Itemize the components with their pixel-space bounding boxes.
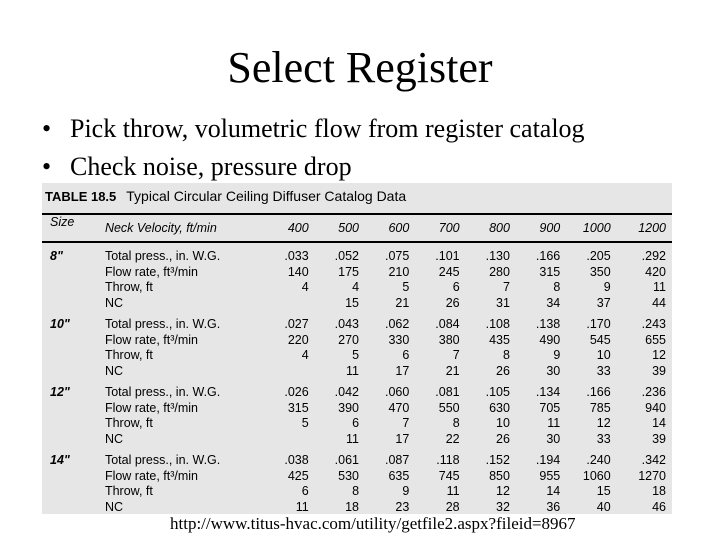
value-cell: 5 bbox=[402, 280, 410, 294]
value-cell: 955 bbox=[539, 468, 561, 483]
row-label: NC bbox=[104, 431, 123, 446]
value-cell: 850 bbox=[489, 468, 510, 483]
value-cell: 33 bbox=[596, 363, 611, 378]
value-cell: .062 bbox=[384, 317, 410, 331]
value-cell: 11 bbox=[547, 416, 561, 430]
value-cell: 420 bbox=[645, 264, 666, 279]
table-header-row bbox=[42, 214, 672, 242]
table-row bbox=[42, 379, 672, 401]
value-cell: .052 bbox=[334, 249, 360, 263]
value-cell: .292 bbox=[641, 249, 666, 263]
bullet-list bbox=[42, 110, 585, 186]
value-cell: .194 bbox=[535, 453, 561, 467]
value-cell: 5 bbox=[352, 348, 360, 362]
value-cell: 31 bbox=[496, 295, 510, 310]
value-cell: 10 bbox=[596, 348, 611, 362]
row-label: Throw, ft bbox=[104, 416, 153, 430]
value-cell: 10 bbox=[496, 416, 510, 430]
value-cell: 40 bbox=[596, 499, 611, 514]
row-label: Throw, ft bbox=[104, 280, 153, 294]
value-cell: .108 bbox=[485, 317, 510, 331]
table-caption-text: Typical Circular Ceiling Diffuser Catalog Data bbox=[126, 188, 407, 204]
value-cell: 9 bbox=[402, 484, 410, 498]
value-cell: .166 bbox=[535, 249, 561, 263]
value-cell: .042 bbox=[334, 385, 360, 399]
value-cell: .101 bbox=[435, 249, 460, 263]
table-row bbox=[42, 333, 672, 349]
bullet-text: Pick throw, volumetric flow from register catalog bbox=[70, 114, 585, 143]
bullet-dot: • bbox=[42, 114, 52, 143]
row-label: Flow rate, ft³/min bbox=[104, 468, 199, 483]
size-cell: 14" bbox=[50, 453, 70, 467]
value-cell: .152 bbox=[485, 453, 510, 467]
value-cell: 7 bbox=[452, 348, 460, 362]
value-cell bbox=[263, 364, 314, 380]
value-cell: .038 bbox=[284, 453, 309, 467]
value-cell: .060 bbox=[384, 385, 410, 399]
value-cell: 140 bbox=[287, 264, 309, 279]
value-cell: .130 bbox=[485, 249, 510, 263]
value-cell: 6 bbox=[402, 348, 410, 362]
neck-velocity-header: Neck Velocity, ft/min bbox=[105, 214, 264, 242]
table-row bbox=[42, 311, 672, 333]
value-cell: .134 bbox=[535, 385, 561, 399]
value-cell: 30 bbox=[546, 431, 561, 446]
table-row bbox=[42, 447, 672, 469]
value-cell: 8 bbox=[352, 484, 360, 498]
bullet-text: Check noise, pressure drop bbox=[70, 152, 352, 181]
value-cell: 26 bbox=[496, 431, 510, 446]
bullet-dot: • bbox=[42, 152, 52, 181]
value-cell bbox=[263, 296, 314, 312]
value-cell: 1060 bbox=[582, 468, 611, 483]
value-cell: 350 bbox=[589, 264, 611, 279]
velocity-header: 1000 bbox=[566, 214, 616, 242]
value-cell: .240 bbox=[586, 453, 611, 467]
value-cell: 11 bbox=[346, 363, 360, 378]
value-cell: 470 bbox=[388, 400, 410, 415]
value-cell: .118 bbox=[436, 453, 460, 467]
value-cell: 330 bbox=[388, 332, 410, 347]
velocity-header: 400 bbox=[263, 214, 314, 242]
value-cell: .105 bbox=[485, 385, 510, 399]
value-cell: .081 bbox=[435, 385, 460, 399]
value-cell: 785 bbox=[589, 400, 611, 415]
value-cell: 23 bbox=[395, 499, 410, 514]
value-cell: 390 bbox=[338, 400, 360, 415]
value-cell: .075 bbox=[384, 249, 410, 263]
value-cell: 44 bbox=[652, 295, 666, 310]
row-label: NC bbox=[104, 363, 123, 378]
value-cell: 245 bbox=[438, 264, 460, 279]
value-cell: 8 bbox=[553, 280, 561, 294]
value-cell: 39 bbox=[652, 431, 666, 446]
row-label: Flow rate, ft³/min bbox=[104, 400, 199, 415]
slide-title: Select Register bbox=[227, 43, 493, 92]
value-cell: .342 bbox=[641, 453, 666, 467]
value-cell: .243 bbox=[641, 317, 666, 331]
value-cell: 6 bbox=[352, 416, 360, 430]
value-cell: 6 bbox=[452, 280, 460, 294]
value-cell: .205 bbox=[586, 249, 611, 263]
value-cell: 425 bbox=[287, 468, 309, 483]
value-cell: .087 bbox=[384, 453, 410, 467]
velocity-header: 1200 bbox=[617, 214, 672, 242]
value-cell: 17 bbox=[395, 431, 410, 446]
value-cell: 8 bbox=[452, 416, 460, 430]
table-body bbox=[42, 242, 672, 517]
value-cell: 34 bbox=[546, 295, 561, 310]
value-cell: 32 bbox=[496, 499, 510, 514]
velocity-header: 500 bbox=[315, 214, 365, 242]
value-cell: 36 bbox=[546, 499, 561, 514]
value-cell bbox=[263, 432, 314, 448]
value-cell: 46 bbox=[652, 499, 666, 514]
value-cell: 550 bbox=[438, 400, 460, 415]
row-label: Throw, ft bbox=[104, 348, 153, 362]
value-cell: 175 bbox=[338, 264, 360, 279]
value-cell: 4 bbox=[352, 280, 360, 294]
value-cell: 435 bbox=[489, 332, 510, 347]
value-cell: 15 bbox=[345, 295, 360, 310]
value-cell: 315 bbox=[539, 264, 561, 279]
value-cell: 33 bbox=[596, 431, 611, 446]
row-label: Total press., in. W.G. bbox=[104, 453, 221, 467]
table-row bbox=[42, 364, 672, 380]
value-cell: 630 bbox=[489, 400, 510, 415]
value-cell: 11 bbox=[653, 280, 666, 294]
value-cell: 12 bbox=[496, 484, 510, 498]
value-cell: .043 bbox=[334, 317, 360, 331]
value-cell: 9 bbox=[603, 280, 611, 294]
value-cell: .027 bbox=[284, 317, 309, 331]
value-cell: 37 bbox=[596, 295, 611, 310]
table-row bbox=[42, 280, 672, 296]
value-cell: .061 bbox=[334, 453, 360, 467]
value-cell: .033 bbox=[284, 249, 309, 263]
value-cell: 210 bbox=[388, 264, 410, 279]
bullet-item bbox=[42, 110, 585, 148]
value-cell: .084 bbox=[435, 317, 460, 331]
value-cell: 7 bbox=[503, 280, 510, 294]
row-label: Total press., in. W.G. bbox=[104, 249, 221, 263]
value-cell: 26 bbox=[445, 295, 460, 310]
size-cell: 8" bbox=[50, 249, 63, 263]
size-header: Size bbox=[42, 214, 105, 242]
bullet-item bbox=[42, 148, 585, 186]
row-label: Throw, ft bbox=[104, 484, 153, 498]
value-cell: 280 bbox=[489, 264, 510, 279]
value-cell: 30 bbox=[546, 363, 561, 378]
value-cell: 4 bbox=[301, 348, 309, 362]
value-cell: 545 bbox=[589, 332, 611, 347]
value-cell: 635 bbox=[388, 468, 410, 483]
value-cell: .138 bbox=[535, 317, 561, 331]
value-cell: 39 bbox=[652, 363, 666, 378]
size-cell: 10" bbox=[50, 317, 70, 331]
table-number: TABLE 18.5 bbox=[45, 189, 117, 204]
velocity-header: 800 bbox=[466, 214, 516, 242]
value-cell: 5 bbox=[301, 416, 309, 430]
value-cell: 11 bbox=[295, 499, 309, 514]
velocity-header: 700 bbox=[415, 214, 465, 242]
value-cell: 15 bbox=[596, 484, 611, 498]
table-row bbox=[42, 432, 672, 448]
catalog-table-image bbox=[42, 183, 672, 514]
diffuser-data-table bbox=[42, 213, 672, 517]
value-cell: 4 bbox=[301, 280, 309, 294]
table-row bbox=[42, 242, 672, 265]
value-cell: .166 bbox=[586, 385, 611, 399]
value-cell: 18 bbox=[652, 484, 666, 498]
value-cell: 220 bbox=[287, 332, 309, 347]
table-row bbox=[42, 416, 672, 432]
table-row bbox=[42, 296, 672, 312]
table-row bbox=[42, 484, 672, 500]
value-cell: .026 bbox=[284, 385, 309, 399]
value-cell: 18 bbox=[345, 499, 360, 514]
value-cell: 17 bbox=[395, 363, 410, 378]
value-cell: 530 bbox=[338, 468, 360, 483]
value-cell: 8 bbox=[503, 348, 510, 362]
value-cell: 940 bbox=[645, 400, 666, 415]
row-label: Flow rate, ft³/min bbox=[104, 332, 199, 347]
value-cell: 14 bbox=[546, 484, 561, 498]
value-cell: 26 bbox=[496, 363, 510, 378]
row-label: NC bbox=[104, 295, 123, 310]
value-cell: 270 bbox=[338, 332, 360, 347]
row-label: NC bbox=[104, 499, 123, 514]
value-cell: .170 bbox=[586, 317, 611, 331]
value-cell: 21 bbox=[445, 363, 460, 378]
value-cell: 6 bbox=[301, 484, 309, 498]
value-cell: 12 bbox=[652, 348, 666, 362]
value-cell: 655 bbox=[645, 332, 666, 347]
value-cell: 745 bbox=[438, 468, 460, 483]
row-label: Total press., in. W.G. bbox=[104, 317, 221, 331]
velocity-header: 600 bbox=[365, 214, 415, 242]
source-url: http://www.titus-hvac.com/utility/getfile2.aspx?fileid=8967 bbox=[170, 514, 576, 533]
size-cell: 12" bbox=[50, 385, 70, 399]
value-cell: 21 bbox=[395, 295, 410, 310]
value-cell: .236 bbox=[641, 385, 666, 399]
table-row bbox=[42, 401, 672, 417]
value-cell: 315 bbox=[287, 400, 309, 415]
value-cell: 7 bbox=[402, 416, 410, 430]
value-cell: 28 bbox=[445, 499, 460, 514]
table-caption bbox=[45, 187, 406, 205]
value-cell: 490 bbox=[539, 332, 561, 347]
value-cell: 11 bbox=[346, 431, 360, 446]
table-row bbox=[42, 348, 672, 364]
value-cell: 705 bbox=[539, 400, 561, 415]
value-cell: 380 bbox=[438, 332, 460, 347]
value-cell: 22 bbox=[445, 431, 460, 446]
value-cell: 12 bbox=[596, 416, 611, 430]
value-cell: 1270 bbox=[638, 468, 666, 483]
row-label: Total press., in. W.G. bbox=[104, 385, 221, 399]
value-cell: 14 bbox=[652, 416, 666, 430]
table-row bbox=[42, 265, 672, 281]
value-cell: 9 bbox=[553, 348, 561, 362]
value-cell: 11 bbox=[446, 484, 460, 498]
table-row bbox=[42, 469, 672, 485]
row-label: Flow rate, ft³/min bbox=[104, 264, 199, 279]
velocity-header: 900 bbox=[516, 214, 566, 242]
